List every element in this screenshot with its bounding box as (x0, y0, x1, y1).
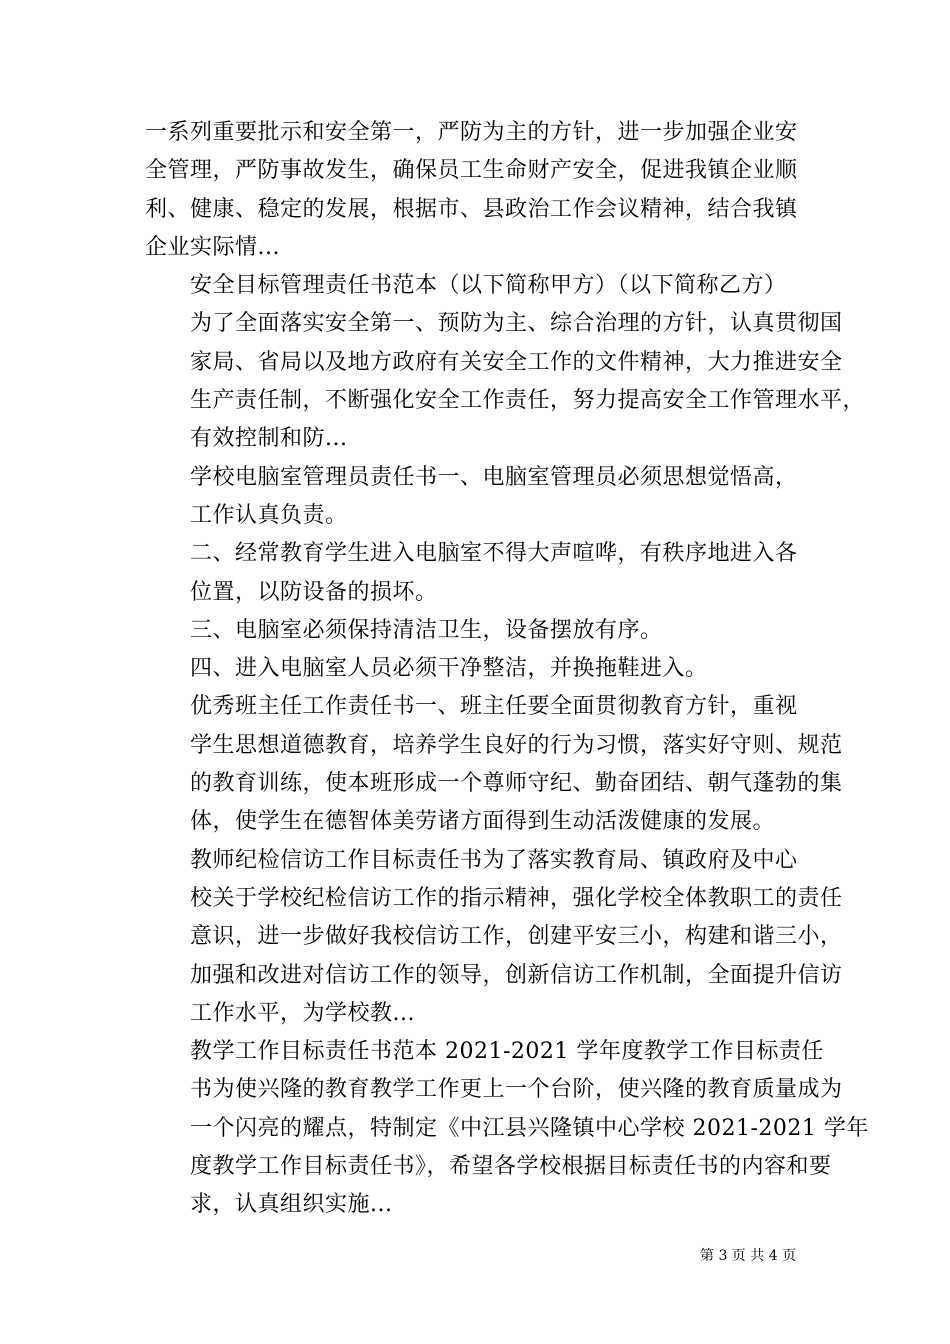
paragraph (145, 688, 843, 841)
text-line: 工作水平，为学校教... (190, 1000, 415, 1026)
document-body (145, 114, 869, 1225)
text-line: 优秀班主任工作责任书一、班主任要全面贯彻教育方针，重视 (190, 694, 798, 720)
paragraph (145, 459, 825, 536)
text-line: 企业实际情... (145, 234, 280, 260)
text-line: 利、健康、稳定的发展，根据市、县政治工作会议精神，结合我镇 (145, 196, 798, 222)
text-line: 意识，进一步做好我校信访工作，创建平安三小，构建和谐三小， (190, 924, 843, 950)
text-line: 生产责任制，不断强化安全工作责任，努力提高安全工作管理水平， (190, 388, 866, 414)
text-line: 学生思想道德教育，培养学生良好的行为习惯，落实好守则、规范 (190, 732, 843, 758)
paragraph (145, 114, 825, 267)
text-line: 求，认真组织实施... (190, 1192, 393, 1218)
text-line: 加强和改进对信访工作的领导，创新信访工作机制，全面提升信访 (190, 962, 843, 988)
text-line: 度教学工作目标责任书》，希望各学校根据目标责任书的内容和要 (190, 1154, 832, 1180)
text-line: 学校电脑室管理员责任书一、电脑室管理员必须思想觉悟高， (190, 464, 798, 490)
text-line: 为了全面落实安全第一、预防为主、综合治理的方针，认真贯彻国 (190, 311, 843, 337)
paragraph (145, 1033, 869, 1224)
text-line: 有效控制和防... (190, 426, 348, 452)
text-line: 教学工作目标责任书范本 2021-2021 学年度教学工作目标责任 (190, 1039, 824, 1065)
text-line: 的教育训练，使本班形成一个尊师守纪、勤奋团结、朝气蓬勃的集 (190, 771, 843, 797)
page-number: 第 3 页 共 4 页 (700, 1248, 797, 1264)
text-line: 家局、省局以及地方政府有关安全工作的文件精神，大力推进安全 (190, 349, 843, 375)
text-line: 工作认真负责。 (190, 502, 348, 528)
text-line: 教师纪检信访工作目标责任书为了落实教育局、镇政府及中心 (190, 847, 798, 873)
text-line: 一系列重要批示和安全第一，严防为主的方针，进一步加强企业安 (145, 120, 798, 145)
text-line: 校关于学校纪检信访工作的指示精神，强化学校全体教职工的责任 (190, 885, 843, 911)
text-line: 体，使学生在德智体美劳诸方面得到生动活泼健康的发展。 (190, 809, 776, 835)
text-line: 二、经常教育学生进入电脑室不得大声喧哗，有秩序地进入各 (190, 541, 798, 567)
text-line: 全管理，严防事故发生，确保员工生命财产安全，促进我镇企业顺 (145, 158, 798, 184)
text-line: 一个闪亮的耀点，特制定《中江县兴隆镇中心学校 2021-2021 学年 (190, 1115, 869, 1141)
paragraph (145, 535, 825, 612)
paragraph (145, 612, 825, 650)
text-line: 三、电脑室必须保持清洁卫生，设备摆放有序。 (190, 617, 663, 643)
paragraph (145, 842, 843, 1033)
text-line: 四、进入电脑室人员必须干净整洁，并换拖鞋进入。 (190, 656, 708, 682)
paragraph (145, 267, 866, 458)
paragraph (145, 650, 825, 688)
text-line: 位置，以防设备的损坏。 (190, 579, 438, 605)
text-line: 书为使兴隆的教育教学工作更上一个台阶，使兴隆的教育质量成为 (190, 1077, 843, 1103)
text-line: 安全目标管理责任书范本（以下简称甲方）（以下简称乙方） (190, 273, 787, 299)
